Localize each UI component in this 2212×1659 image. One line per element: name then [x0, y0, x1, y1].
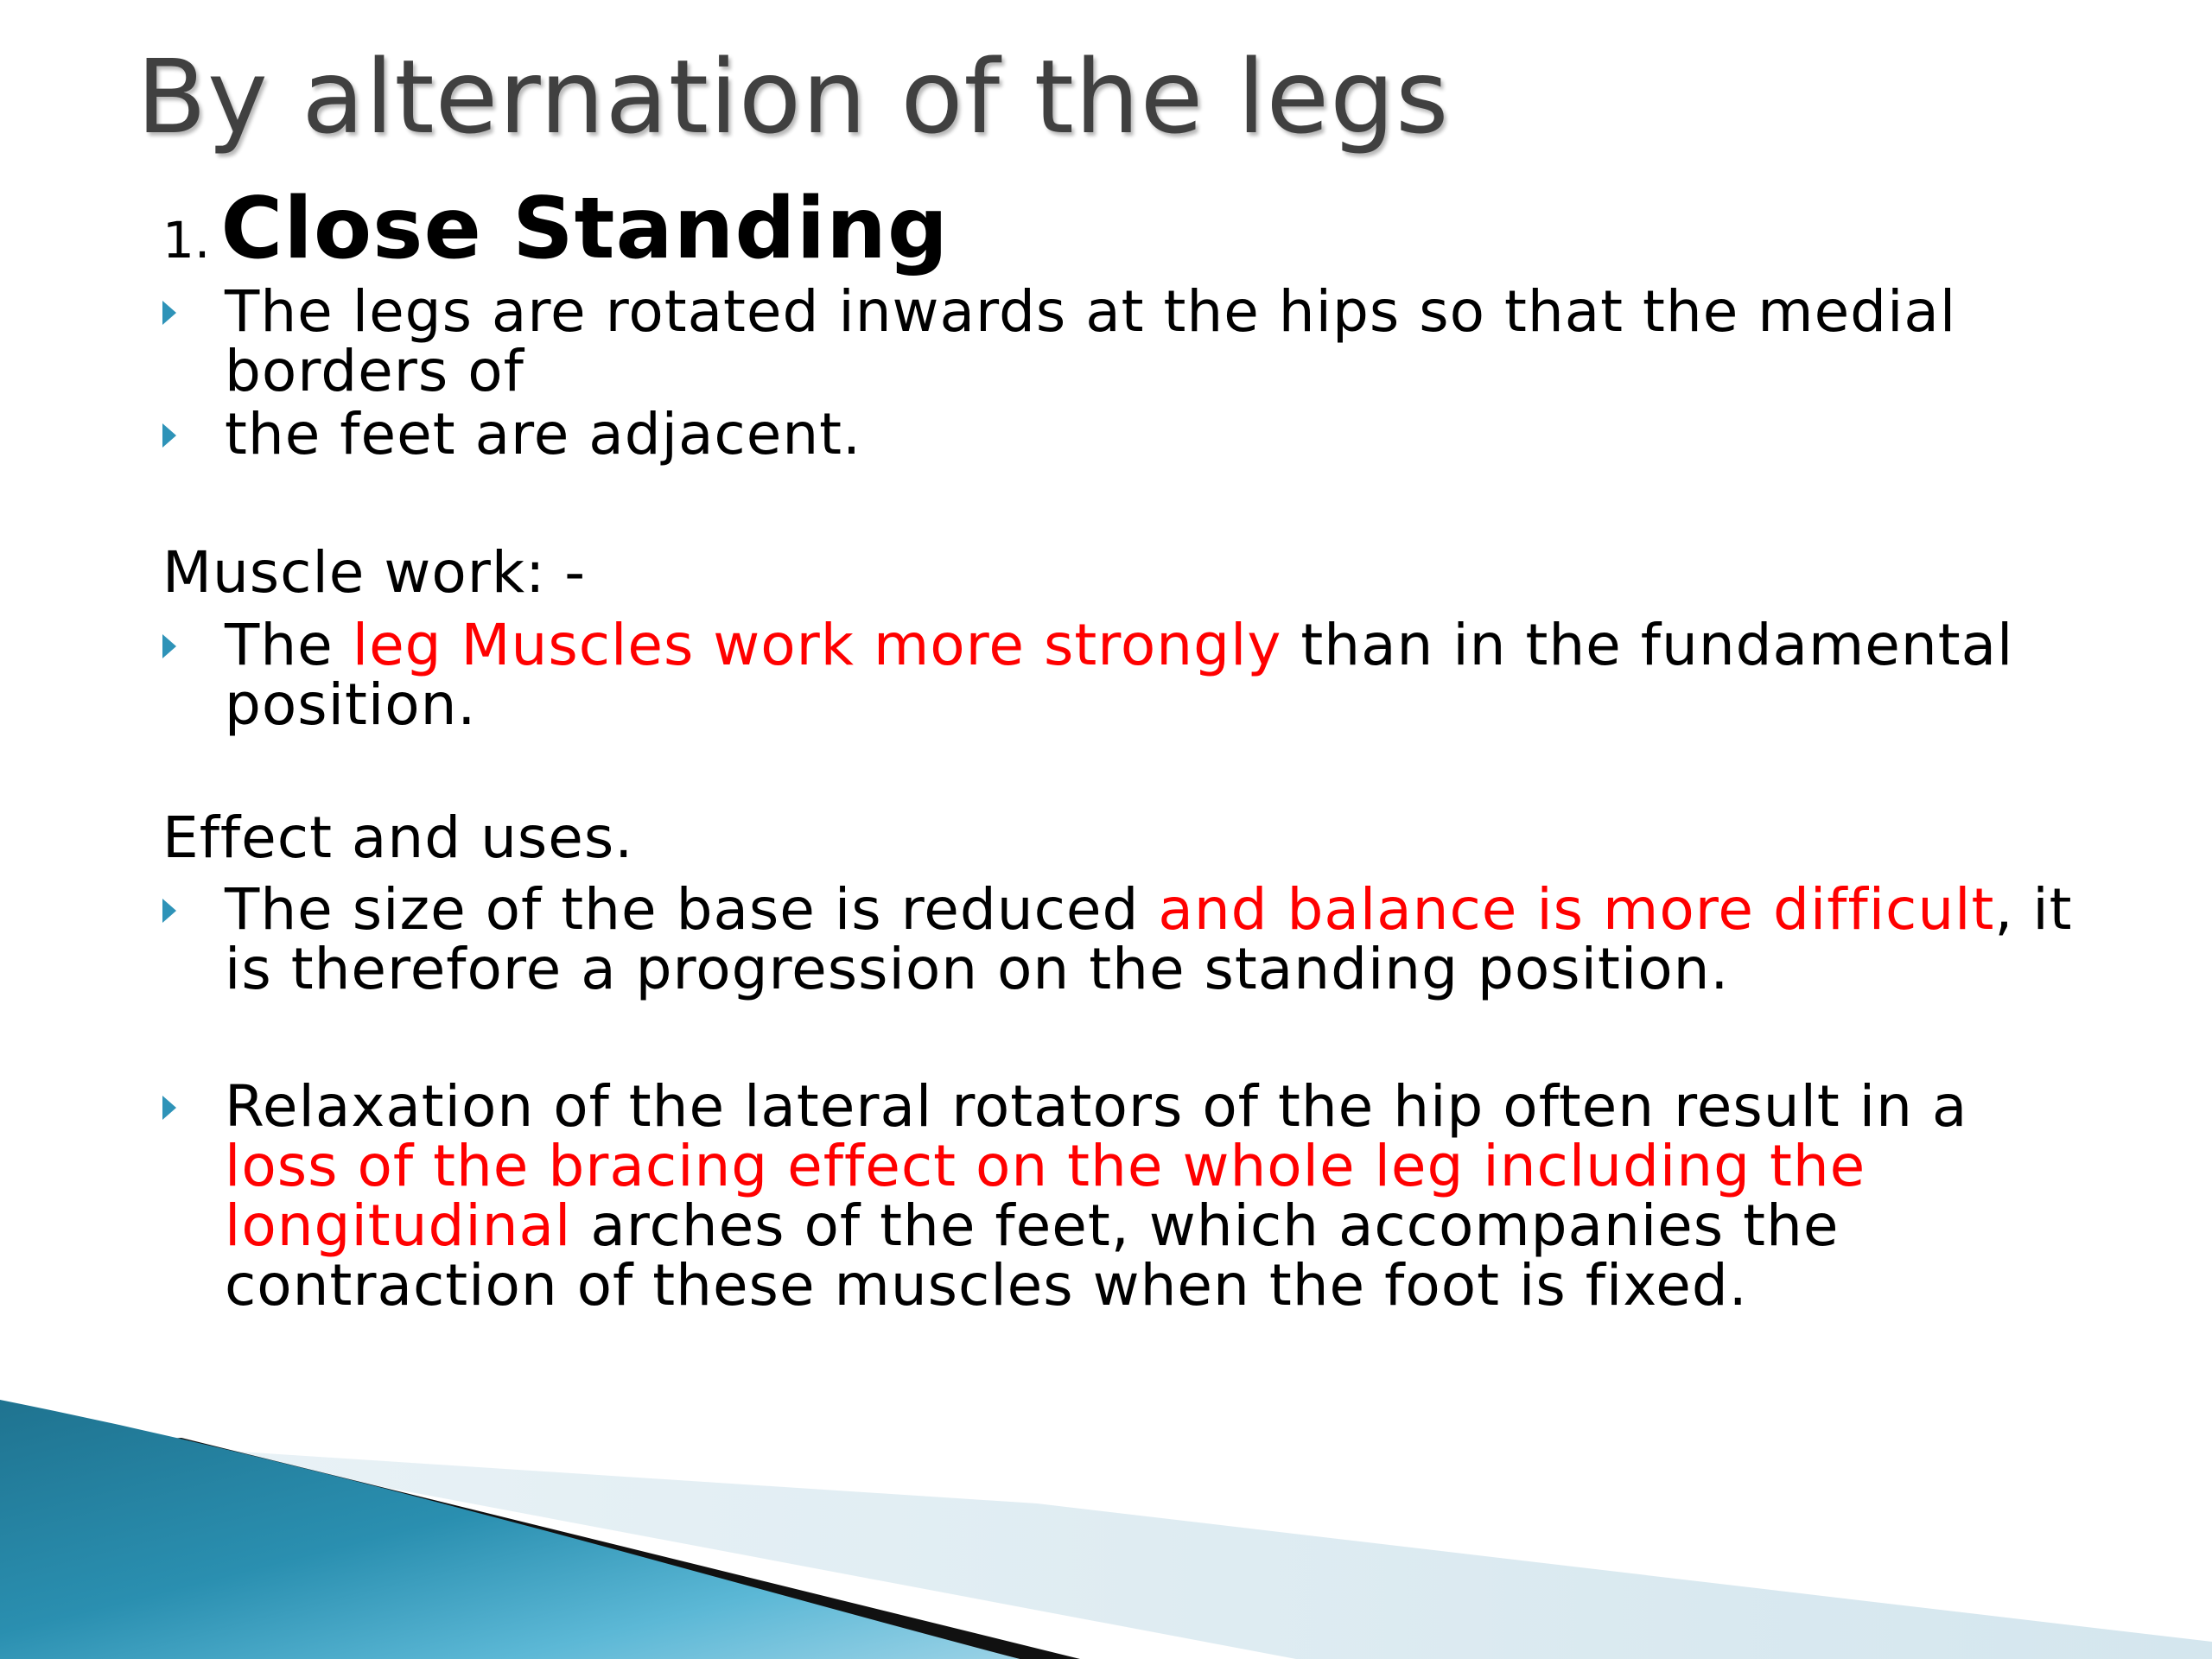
- bullet-text-pre: The size of the base is reduced: [225, 876, 1159, 943]
- bullet-text-emphasis: loss of the bracing effect on the whole leg including the longitudinal: [225, 1133, 1866, 1259]
- heading-number: 1.: [162, 211, 211, 270]
- bullet-text: the feet are adjacent.: [225, 401, 862, 467]
- bullet-text-post: arches of the feet, which accompanies the contraction of these muscles when the foot is fixed.: [225, 1192, 1840, 1319]
- bullet-text-emphasis: and balance is more difficult: [1158, 876, 1995, 943]
- bullet-text-emphasis: leg Muscles work more strongly: [352, 612, 1282, 678]
- muscle-work-label: Muscle work: -: [162, 539, 587, 606]
- heading-text: Close Standing: [220, 180, 950, 278]
- bullet-text-pre: Relaxation of the lateral rotators of the hip often result in a: [225, 1073, 1968, 1140]
- bullet-text-post: , it is therefore a progression on the standing position.: [225, 876, 2073, 1002]
- bullet-text-pre: The: [225, 612, 353, 678]
- effect-uses-label: Effect and uses.: [162, 804, 634, 871]
- bullet-text: The legs are rotated inwards at the hips so that the medial borders of: [225, 278, 1957, 404]
- bullet-text-post: than in the fundamental position.: [225, 612, 2014, 738]
- slide-title: By alternation of the legs: [137, 37, 1450, 156]
